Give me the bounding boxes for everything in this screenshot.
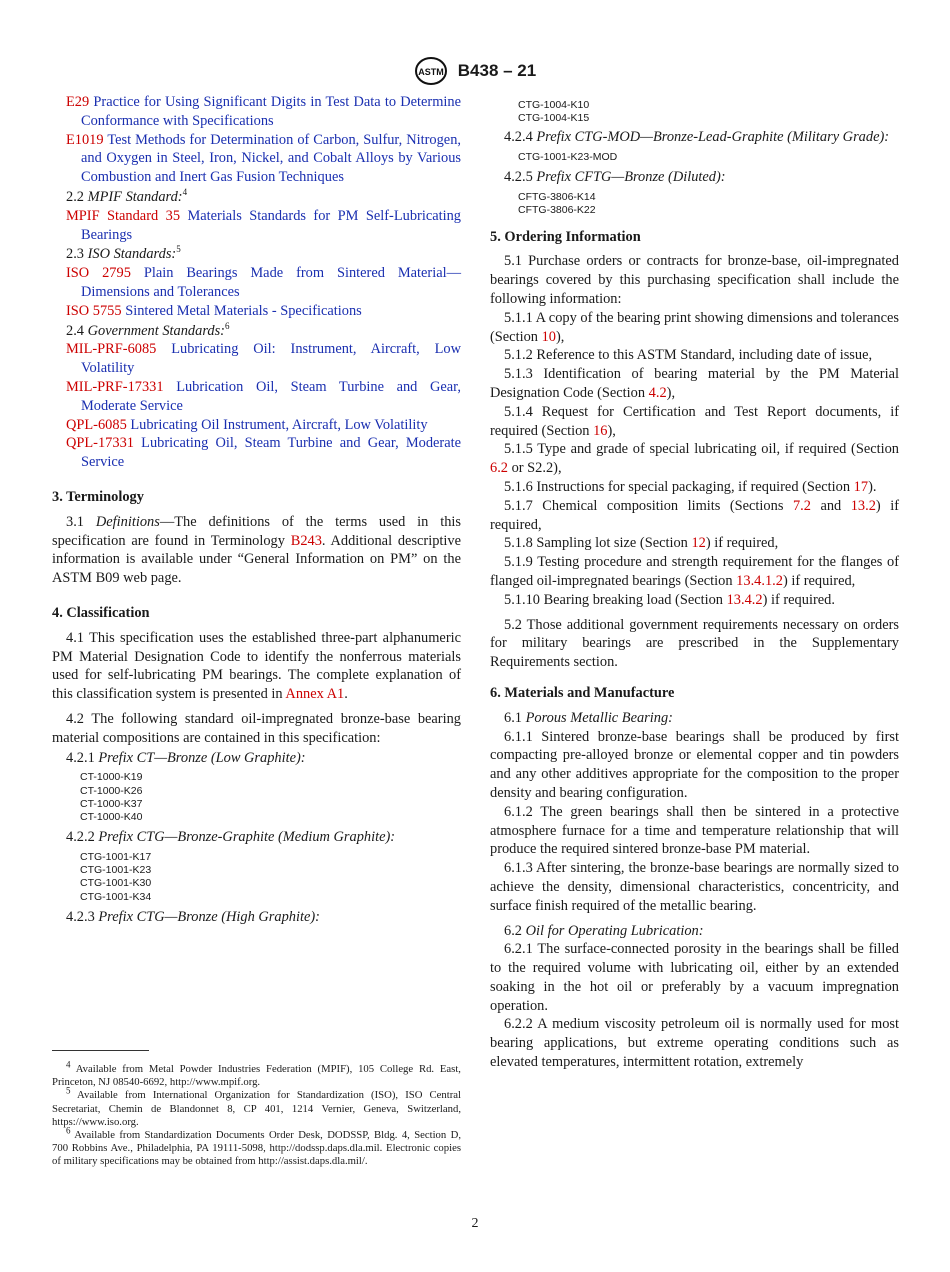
link-section-10[interactable]: 10 [541,328,556,345]
heading-classification: 4. Classification [52,604,150,621]
material-code: CTG-1001-K17 [80,850,152,863]
material-code: CT-1000-K40 [80,810,143,823]
material-code: CTG-1001-K34 [80,890,152,903]
para-4-2-4: 4.2.4 Prefix CTG-MOD—Bronze-Lead-Graphite (Military Grade): [504,129,890,146]
material-code: CFTG-3806-K22 [518,204,596,217]
link-section-16[interactable]: 16 [593,422,608,439]
material-code: CTG-1004-K10 [518,99,590,111]
ctg-mod-code-list [518,151,899,164]
para-5-1-8: 5.1.8 Sampling lot size (Section 12) if required, [504,535,779,552]
ctg-high-code-list [518,99,899,125]
material-code: CTG-1001-K23-MOD [518,151,618,164]
para-3-1: 3.1 Definitions—The definitions of the terms used in this specification are found in Terminology B243. Additional descriptive information is available under “General Information on PM” on the ASTM B09 web page. [52,513,461,587]
footnotes [52,1050,461,1169]
heading-ordering-information: 5. Ordering Information [490,228,641,245]
material-code: CT-1000-K19 [80,771,143,784]
link-annex-a1[interactable]: Annex A1 [285,686,345,703]
ref-mil-prf-17331[interactable]: MIL-PRF-17331 Lubrication Oil, Steam Turbine and Gear, Moderate Service [66,378,461,414]
astm-logo-icon [414,56,448,86]
footnote-5: $^5$ Available from International Organization for Standardization (ISO), ISO Central Secretariat, Chemin de Blandonnet 8, CP 401, 1214 Vernier, Geneva, Switzerland, https://www.iso.org. [52,1085,461,1128]
para-6-2: 6.2 Oil for Operating Lubrication: [504,922,704,939]
material-code: CTG-1001-K30 [80,877,152,890]
ref-iso-2795[interactable]: ISO 2795 Plain Bearings Made from Sintered Material—Dimensions and Tolerances [66,265,461,300]
para-5-2: 5.2 Those additional government requirements necessary on orders for military bearings are prescribed in the Supplementary Requirements section. [490,616,899,671]
para-4-1: 4.1 This specification uses the established three-part alphanumeric PM Material Designation Code to identify the nonferrous materials used for self-lubricating PM bearings. The complete explanation of this classification system is presented in Annex A1. [52,629,461,703]
link-section-4-2[interactable]: 4.2 [648,384,667,401]
para-6-2-1: 6.2.1 The surface-connected porosity in the bearings shall be filled to the required volume with lubricating oil, either by an extended soaking in the hot oil or preferably by a vacuum impregnation operation. [490,941,899,1014]
link-section-13-2[interactable]: 13.2 [850,497,876,514]
footnote-6: $^6$ Available from Standardization Documents Order Desk, DODSSP, Bldg. 4, Section D, 700 Robbins Ave., Philadelphia, PA 19111-5098, http://dodssp.daps.dla.mil. Electronic copies of military specifications may be obtained from http://assist.daps.dla.mil/. [52,1125,461,1168]
para-4-2: 4.2 The following standard oil-impregnated bronze-base bearing material compositions are contained in this specification: [52,710,461,746]
svg-text:ASTM: ASTM [418,67,444,77]
link-section-13-4-2[interactable]: 13.4.2 [726,591,763,608]
section-2-3: 2.3 ISO Standards:$^5$ [66,244,181,263]
para-5-1-4: 5.1.4 Request for Certification and Test Report documents, if required (Section 16), [490,403,899,439]
ref-mil-prf-6085[interactable]: MIL-PRF-6085 Lubricating Oil: Instrument, Aircraft, Low Volatility [66,341,461,377]
para-5-1-2: 5.1.2 Reference to this ASTM Standard, including date of issue, [504,347,873,364]
designation: B438 – 21 [457,61,537,80]
para-5-1-3: 5.1.3 Identification of bearing material by the PM Material Designation Code (Section 4.2), [490,366,899,401]
ref-e29[interactable]: E29 Practice for Using Significant Digits in Test Data to Determine Conformance with Specifications [66,94,461,129]
ref-e1019[interactable]: E1019 Test Methods for Determination of Carbon, Sulfur, Nitrogen, and Oxygen in Steel, Iron, Nickel, and Cobalt Alloys by Various Combustion and Inert Gas Fusion Techniques [66,131,461,186]
material-code: CT-1000-K26 [80,784,143,797]
para-6-2-2: 6.2.2 A medium viscosity petroleum oil is normally used for most bearing applications, but extreme operating conditions such as elevated temperatures, intermittent rotation, extremely [490,1016,899,1071]
para-5-1: 5.1 Purchase orders or contracts for bronze-base, oil-impregnated bearings covered by this purchasing specification shall include the following information: [490,253,899,307]
para-4-2-3: 4.2.3 Prefix CTG—Bronze (High Graphite): [66,908,320,925]
link-section-7-2[interactable]: 7.2 [792,497,811,514]
material-code: CTG-1001-K23 [80,864,152,877]
link-section-12[interactable]: 12 [691,535,706,552]
ref-mpif-35[interactable]: MPIF Standard 35 Materials Standards for PM Self-Lubricating Bearings [66,207,461,243]
para-6-1-3: 6.1.3 After sintering, the bronze-base bearings are normally sized to achieve the density, dimensional characteristics, concentricity, and surface finish required of the metallic bearing. [490,860,899,914]
ref-qpl-6085[interactable]: QPL-6085 Lubricating Oil Instrument, Aircraft, Low Volatility [66,416,428,433]
link-section-6-2[interactable]: 6.2 [490,460,508,477]
ref-qpl-17331[interactable]: QPL-17331 Lubricating Oil, Steam Turbine and Gear, Moderate Service [66,435,461,471]
para-4-2-1: 4.2.1 Prefix CT—Bronze (Low Graphite): [66,749,306,766]
section-2-2: 2.2 MPIF Standard:$^4$ [66,187,188,205]
para-6-1-1: 6.1.1 Sintered bronze-base bearings shall be produced by first compacting pre-alloyed bronze or elemental copper and tin powders and any other additives appropriate for the composition to the proper density and bearing configuration. [490,728,899,801]
footnote-divider [52,1050,149,1051]
footnote-4: $^4$ Available from Metal Powder Industries Federation (MPIF), 105 College Rd. East, Princeton, NJ 08540-6692, http://www.mpif.org. [52,1059,461,1089]
para-5-1-6: 5.1.6 Instructions for special packaging, if required (Section 17). [504,478,877,495]
left-column [52,93,461,927]
para-6-1: 6.1 Porous Metallic Bearing: [504,709,673,726]
para-5-1-5: 5.1.5 Type and grade of special lubricating oil, if required (Section 6.2 or S2.2), [490,441,899,477]
material-code: CFTG-3806-K14 [518,191,596,204]
section-2-4: 2.4 Government Standards:$^6$ [66,320,230,339]
para-5-1-1: 5.1.1 A copy of the bearing print showing dimensions and tolerances (Section 10), [490,309,899,345]
cftg-code-list [518,191,899,217]
right-column [490,99,899,1072]
material-code: CT-1000-K37 [80,797,143,810]
ctg-code-list [80,851,461,904]
para-5-1-10: 5.1.10 Bearing breaking load (Section 13.4.2) if required. [504,591,835,608]
para-5-1-7: 5.1.7 Chemical composition limits (Sections 7.2 and 13.2) if required, [490,497,899,533]
link-section-13-4-1-2[interactable]: 13.4.1.2 [736,572,783,589]
para-6-1-2: 6.1.2 The green bearings shall then be sintered in a protective atmosphere furnace for a time and temperature relationship that will produce the required sintered bronze-base PM material. [490,803,899,858]
para-4-2-2: 4.2.2 Prefix CTG—Bronze-Graphite (Medium Graphite): [66,829,396,846]
page-header [0,56,950,86]
ct-code-list [80,771,461,824]
material-code: CTG-1004-K15 [518,112,590,125]
ref-iso-5755[interactable]: ISO 5755 Sintered Metal Materials - Specifications [66,302,362,319]
link-section-17[interactable]: 17 [853,478,869,495]
para-5-1-9: 5.1.9 Testing procedure and strength requirement for the flanges of flanged oil-impregnated bearings (Section 13.4.1.2) if required, [490,554,899,589]
heading-materials-manufacture: 6. Materials and Manufacture [490,684,675,701]
link-b243[interactable]: B243 [290,532,322,549]
heading-terminology: 3. Terminology [52,488,144,505]
page-number: 2 [471,1216,479,1231]
para-4-2-5: 4.2.5 Prefix CFTG—Bronze (Diluted): [504,169,726,186]
